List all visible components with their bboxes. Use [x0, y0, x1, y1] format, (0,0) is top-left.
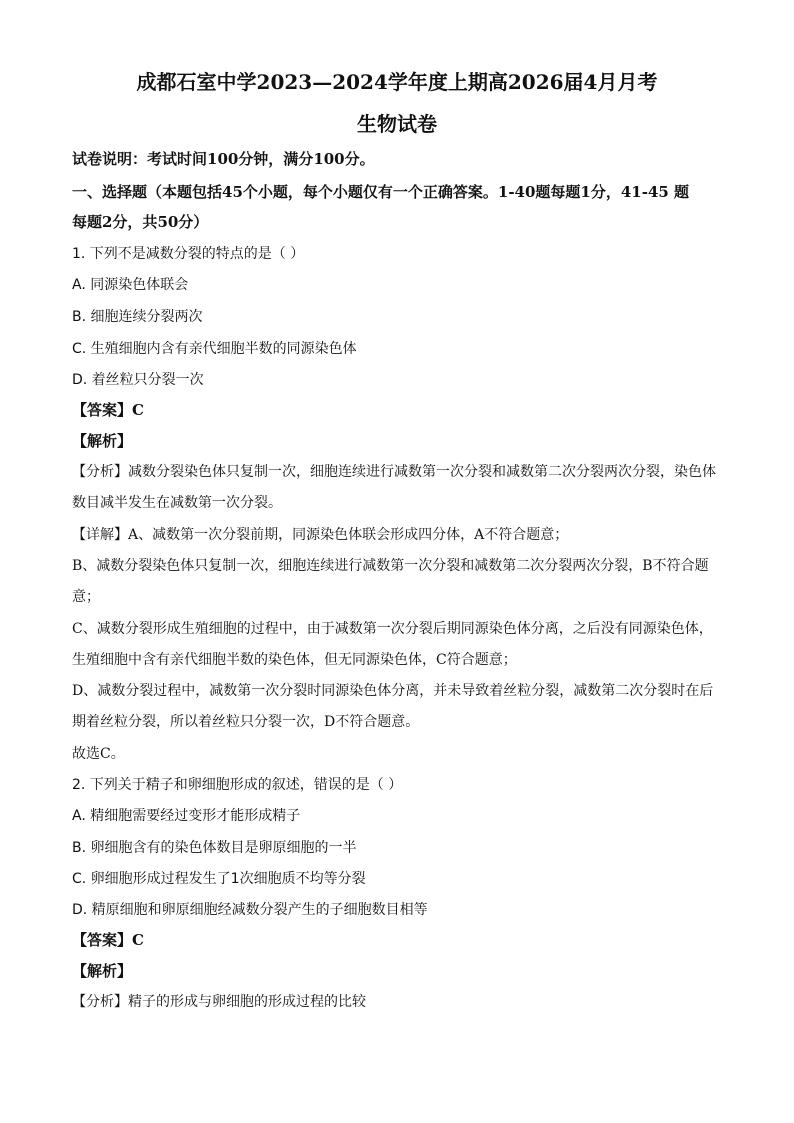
question-1-detail-c-line2: 生殖细胞中含有亲代细胞半数的染色体，但无同源染色体，C符合题意； — [72, 652, 517, 668]
question-1-fenxi-line2: 数目减半发生在减数第一次分裂。 — [72, 495, 282, 511]
question-2-fenxi: 【分析】精子的形成与卵细胞的形成过程的比较 — [72, 994, 366, 1010]
question-1-option-d: D. 着丝粒只分裂一次 — [72, 372, 204, 388]
question-2-answer: 【答案】C — [72, 931, 144, 949]
question-1-option-c: C. 生殖细胞内含有亲代细胞半数的同源染色体 — [72, 341, 357, 357]
question-2-option-b: B. 卵细胞含有的染色体数目是卵原细胞的一半 — [72, 840, 357, 856]
question-2-option-c: C. 卵细胞形成过程发生了1次细胞质不均等分裂 — [72, 871, 366, 887]
exam-instructions: 试卷说明：考试时间100分钟，满分100分。 — [72, 150, 375, 168]
question-1-fenxi-line1: 【分析】减数分裂染色体只复制一次，细胞连续进行减数第一次分裂和减数第二次分裂两次分裂，染色体 — [72, 464, 716, 480]
question-1-detail-d-line1: D、减数分裂过程中，减数第一次分裂时同源染色体分离，并未导致着丝粒分裂，减数第二次分裂时在后 — [72, 683, 714, 699]
section-heading-line2: 每题2分，共50分） — [72, 213, 209, 231]
question-1-detail-a: 【详解】A、减数第一次分裂前期，同源染色体联会形成四分体，A不符合题意； — [72, 527, 569, 543]
question-1-detail-b-line1: B、减数分裂染色体只复制一次，细胞连续进行减数第一次分裂和减数第二次分裂两次分裂，B不符合题 — [72, 558, 709, 574]
question-1-stem: 1. 下列不是减数分裂的特点的是（ ） — [72, 246, 305, 262]
question-2-option-a: A. 精细胞需要经过变形才能形成精子 — [72, 808, 301, 824]
question-1-analysis-label: 【解析】 — [72, 432, 133, 450]
question-1-answer: 【答案】C — [72, 401, 144, 419]
question-1-detail-d-line2: 期着丝粒分裂，所以着丝粒只分裂一次，D不符合题意。 — [72, 714, 420, 730]
exam-subject-title: 生物试卷 — [357, 112, 437, 136]
question-2-stem: 2. 下列关于精子和卵细胞形成的叙述，错误的是（ ） — [72, 777, 403, 793]
question-1-detail-c-line1: C、减数分裂形成生殖细胞的过程中，由于减数第一次分裂后期同源染色体分离，之后没有同源染色体， — [72, 621, 713, 637]
section-heading-line1: 一、选择题（本题包括45个小题，每个小题仅有一个正确答案。1-40题每题1分，41-45 题 — [72, 183, 690, 201]
question-1-option-b: B. 细胞连续分裂两次 — [72, 309, 203, 325]
exam-title: 成都石室中学2023—2024学年度上期高2026届4月月考 — [136, 70, 658, 94]
question-1-conclusion: 故选C。 — [72, 746, 125, 762]
question-1-option-a: A. 同源染色体联会 — [72, 277, 189, 293]
question-1-detail-b-line2: 意； — [72, 589, 100, 605]
question-2-analysis-label: 【解析】 — [72, 962, 133, 980]
question-2-option-d: D. 精原细胞和卵原细胞经减数分裂产生的子细胞数目相等 — [72, 902, 428, 918]
